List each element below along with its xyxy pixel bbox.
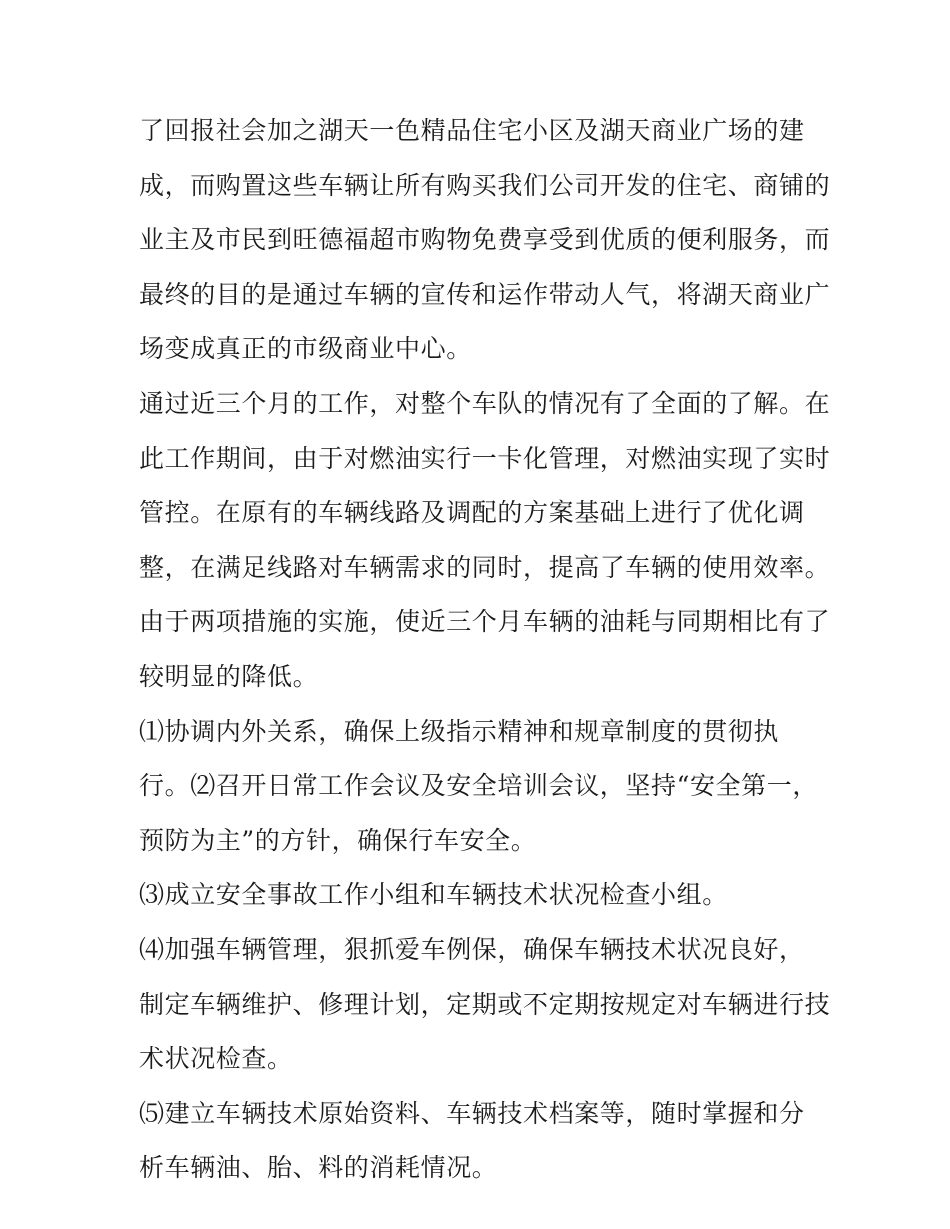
text-line: ⑸建立车辆技术原始资料、车辆技术档案等，随时掌握和分 (139, 1098, 805, 1128)
list-item-1-2 (139, 705, 818, 869)
text-line: 场变成真正的市级商业中心。 (139, 334, 472, 364)
document-body (139, 104, 831, 1196)
text-line: 预防为主”的方针，确保行车安全。 (139, 825, 537, 855)
text-line: 通过近三个月的工作，对整个车队的情况有了全面的了解。在 (139, 388, 831, 418)
text-line: 由于两项措施的实施，使近三个月车辆的油耗与同期相比有了 (139, 607, 831, 637)
text-line: 此工作期间，由于对燃油实行一卡化管理，对燃油实现了实时 (139, 443, 831, 473)
paragraph-work-summary (139, 377, 831, 705)
text-line: 行。⑵召开日常工作会议及安全培训会议，坚持“安全第一， (139, 771, 818, 801)
paragraph-intro (139, 104, 831, 377)
list-item-3 (139, 868, 814, 923)
text-line: 最终的目的是通过车辆的宣传和运作带动人气，将湖天商业广 (139, 279, 831, 309)
list-item-4 (139, 923, 831, 1087)
list-item-5 (139, 1087, 814, 1196)
text-line: 业主及市民到旺德福超市购物免费享受到优质的便利服务，而 (139, 225, 831, 255)
text-line: 术状况检查。 (139, 1044, 293, 1074)
text-line: 析车辆油、胎、料的消耗情况。 (139, 1153, 498, 1183)
text-line: ⑷加强车辆管理，狠抓爱车例保，确保车辆技术状况良好， (139, 934, 805, 964)
text-line: ⑴协调内外关系，确保上级指示精神和规章制度的贯彻执 (139, 716, 780, 746)
text-line: 较明显的降低。 (139, 661, 319, 691)
text-line: 成，而购置这些车辆让所有购买我们公司开发的住宅、商铺的 (139, 170, 831, 200)
text-line: 了回报社会加之湖天一色精品住宅小区及湖天商业广场的建 (139, 116, 805, 145)
text-line: 管控。在原有的车辆线路及调配的方案基础上进行了优化调 (139, 498, 805, 528)
text-line: ⑶成立安全事故工作小组和车辆技术状况检查小组。 (139, 880, 728, 910)
text-line: 整，在满足线路对车辆需求的同时，提高了车辆的使用效率。 (139, 552, 831, 582)
text-line: 制定车辆维护、修理计划，定期或不定期按规定对车辆进行技 (139, 989, 831, 1019)
